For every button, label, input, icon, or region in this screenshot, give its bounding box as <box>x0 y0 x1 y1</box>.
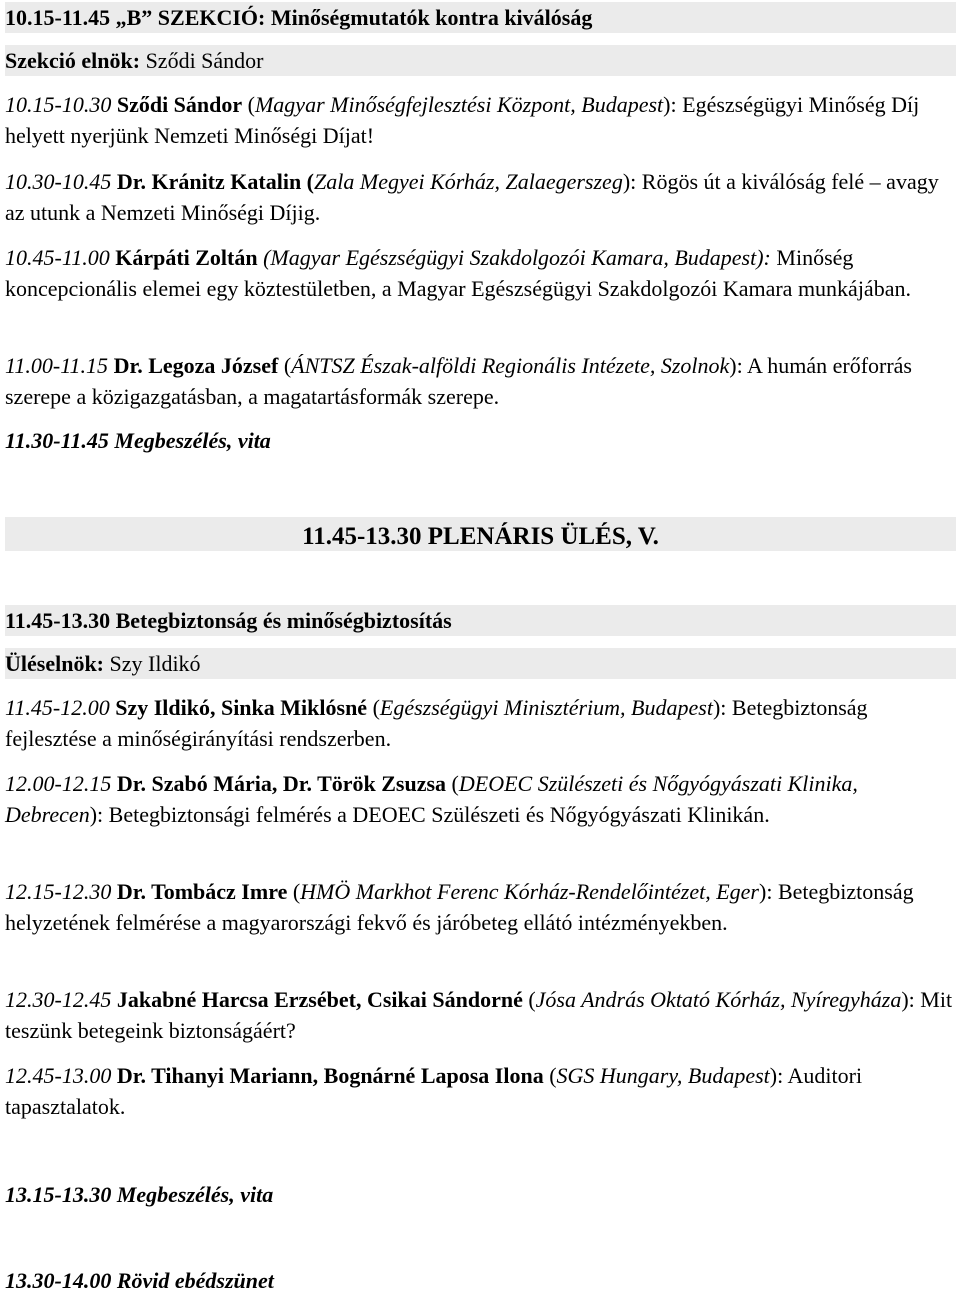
talk-title: Betegbiztonság fejlesztése a minőségirányítási rendszerben. <box>5 695 868 751</box>
talk-speakers: Dr. Tihanyi Mariann, Bognárné Laposa Ilona <box>116 1063 544 1088</box>
talk-time: 10.45-11.00 <box>5 245 110 270</box>
talk-time: 12.45-13.00 <box>5 1063 112 1088</box>
talk-speakers: Szy Ildikó, Sinka Miklósné <box>115 695 368 720</box>
talk-title: Egészségügyi Minőség Díj helyett nyerjünk Nemzeti Minőségi Díjat! <box>5 92 920 148</box>
talk-time: 12.30-12.45 <box>5 987 112 1012</box>
session-heading: 10.15-11.45 „B” SZEKCIÓ: Minőségmutatók kontra kiválóság <box>5 2 956 33</box>
talk-item: 12.45-13.00 Dr. Tihanyi Mariann, Bognárné Laposa Ilona (SGS Hungary, Budapest): Auditori tapasztalatok. <box>5 1063 863 1119</box>
talk-title: Mit teszünk betegeink biztonságáért? <box>5 987 953 1043</box>
plenary-discussion: 13.15-13.30 Megbeszélés, vita <box>5 1182 274 1207</box>
plenary-chair <box>5 648 956 679</box>
talk-item: 10.15-10.30 Sződi Sándor (Magyar Minőségfejlesztési Központ, Budapest): Egészségügyi Minőség Díj helyett nyerjünk Nemzeti Minőségi Díjat! <box>5 92 920 148</box>
talk-title: Auditori tapasztalatok. <box>5 1063 863 1119</box>
session-discussion: 11.30-11.45 Megbeszélés, vita <box>5 428 271 453</box>
talk-time: 11.45-12.00 <box>5 695 110 720</box>
talk-affiliation: HMÖ Markhot Ferenc Kórház-Rendelőintézet, Eger <box>300 879 759 904</box>
talk-time: 12.15-12.30 <box>5 879 112 904</box>
plenary-heading: 11.45-13.30 PLENÁRIS ÜLÉS, V. <box>5 517 956 551</box>
talk-affiliation: DEOEC Szülészeti és Nőgyógyászati Klinika, Debrecen <box>5 771 858 827</box>
talk-affiliation: ÁNTSZ Észak-alföldi Regionális Intézete, Szolnok <box>291 353 730 378</box>
session-chair <box>5 45 956 76</box>
lunch-break: 13.30-14.00 Rövid ebédszünet <box>5 1268 274 1293</box>
talk-speakers: Kárpáti Zoltán <box>115 245 258 270</box>
talk-item: 12.30-12.45 Jakabné Harcsa Erzsébet, Csikai Sándorné (Jósa András Oktató Kórház, Nyíregyháza): Mit teszünk betegeink biztonságáért? <box>5 987 953 1043</box>
talk-title: Rögös út a kiválóság felé – avagy az utunk a Nemzeti Minőségi Díjig. <box>5 169 939 225</box>
talk-speakers: Sződi Sándor <box>116 92 243 117</box>
talk-item: 12.00-12.15 Dr. Szabó Mária, Dr. Török Zsuzsa (DEOEC Szülészeti és Nőgyógyászati Klinika, Debrecen): Betegbiztonsági felmérés a DEOEC Szülészeti és Nőgyógyászati Klinikán. <box>5 771 858 827</box>
talk-title: Minőség koncepcionális elemei egy köztestületben, a Magyar Egészségügyi Szakdolgozói Kamara munkájában. <box>5 245 911 301</box>
talk-speakers: Jakabné Harcsa Erzsébet, Csikai Sándorné <box>116 987 523 1012</box>
chair-label: Üléselnök: <box>5 651 104 676</box>
talk-affiliation: Jósa András Oktató Kórház, Nyíregyháza <box>535 987 902 1012</box>
chair-label: Szekció elnök: <box>5 48 141 73</box>
talk-speakers: Dr. Tombácz Imre <box>116 879 288 904</box>
talk-time: 10.15-10.30 <box>5 92 112 117</box>
talk-time: 11.00-11.15 <box>5 353 109 378</box>
talk-item: 12.15-12.30 Dr. Tombácz Imre (HMÖ Markhot Ferenc Kórház-Rendelőintézet, Eger): Betegbiztonság helyzetének felmérése a magyarországi fekvő és járóbeteg ellátó intézményekben. <box>5 879 914 935</box>
talk-affiliation: Magyar Minőségfejlesztési Központ, Budapest <box>254 92 664 117</box>
talk-affiliation: (Magyar Egészségügyi Szakdolgozói Kamara, Budapest): <box>263 245 771 270</box>
talk-speakers: Dr. Kránitz Katalin ( <box>116 169 315 194</box>
talk-item: 10.30-10.45 Dr. Kránitz Katalin (Zala Megyei Kórház, Zalaegerszeg): Rögös út a kiválóság felé – avagy az utunk a Nemzeti Minőségi Díjig. <box>5 169 939 225</box>
talk-item: 11.45-12.00 Szy Ildikó, Sinka Miklósné (Egészségügyi Minisztérium, Budapest): Betegbiztonság fejlesztése a minőségirányítási rendszerben. <box>5 695 868 751</box>
talk-affiliation: SGS Hungary, Budapest <box>556 1063 770 1088</box>
talk-item: 11.00-11.15 Dr. Legoza József (ÁNTSZ Észak-alföldi Regionális Intézete, Szolnok): A humán erőforrás szerepe a közigazgatásban, a magatartásformák szerepe. <box>5 353 912 409</box>
talk-speakers: Dr. Szabó Mária, Dr. Török Zsuzsa <box>116 771 447 796</box>
talk-title: A humán erőforrás szerepe a közigazgatásban, a magatartásformák szerepe. <box>5 353 912 409</box>
plenary-section-title: 11.45-13.30 Betegbiztonság és minőségbiztosítás <box>5 605 956 636</box>
talk-affiliation: Egészségügyi Minisztérium, Budapest <box>379 695 713 720</box>
talk-time: 10.30-10.45 <box>5 169 112 194</box>
talk-title: Betegbiztonsági felmérés a DEOEC Szülészeti és Nőgyógyászati Klinikán. <box>108 802 770 827</box>
chair-name: Szy Ildikó <box>109 651 201 676</box>
talk-speakers: Dr. Legoza József <box>113 353 279 378</box>
chair-name: Sződi Sándor <box>145 48 264 73</box>
talk-title: Betegbiztonság helyzetének felmérése a magyarországi fekvő és járóbeteg ellátó intézményekben. <box>5 879 914 935</box>
talk-item <box>5 242 956 304</box>
talk-time: 12.00-12.15 <box>5 771 112 796</box>
talk-affiliation: Zala Megyei Kórház, Zalaegerszeg <box>314 169 623 194</box>
